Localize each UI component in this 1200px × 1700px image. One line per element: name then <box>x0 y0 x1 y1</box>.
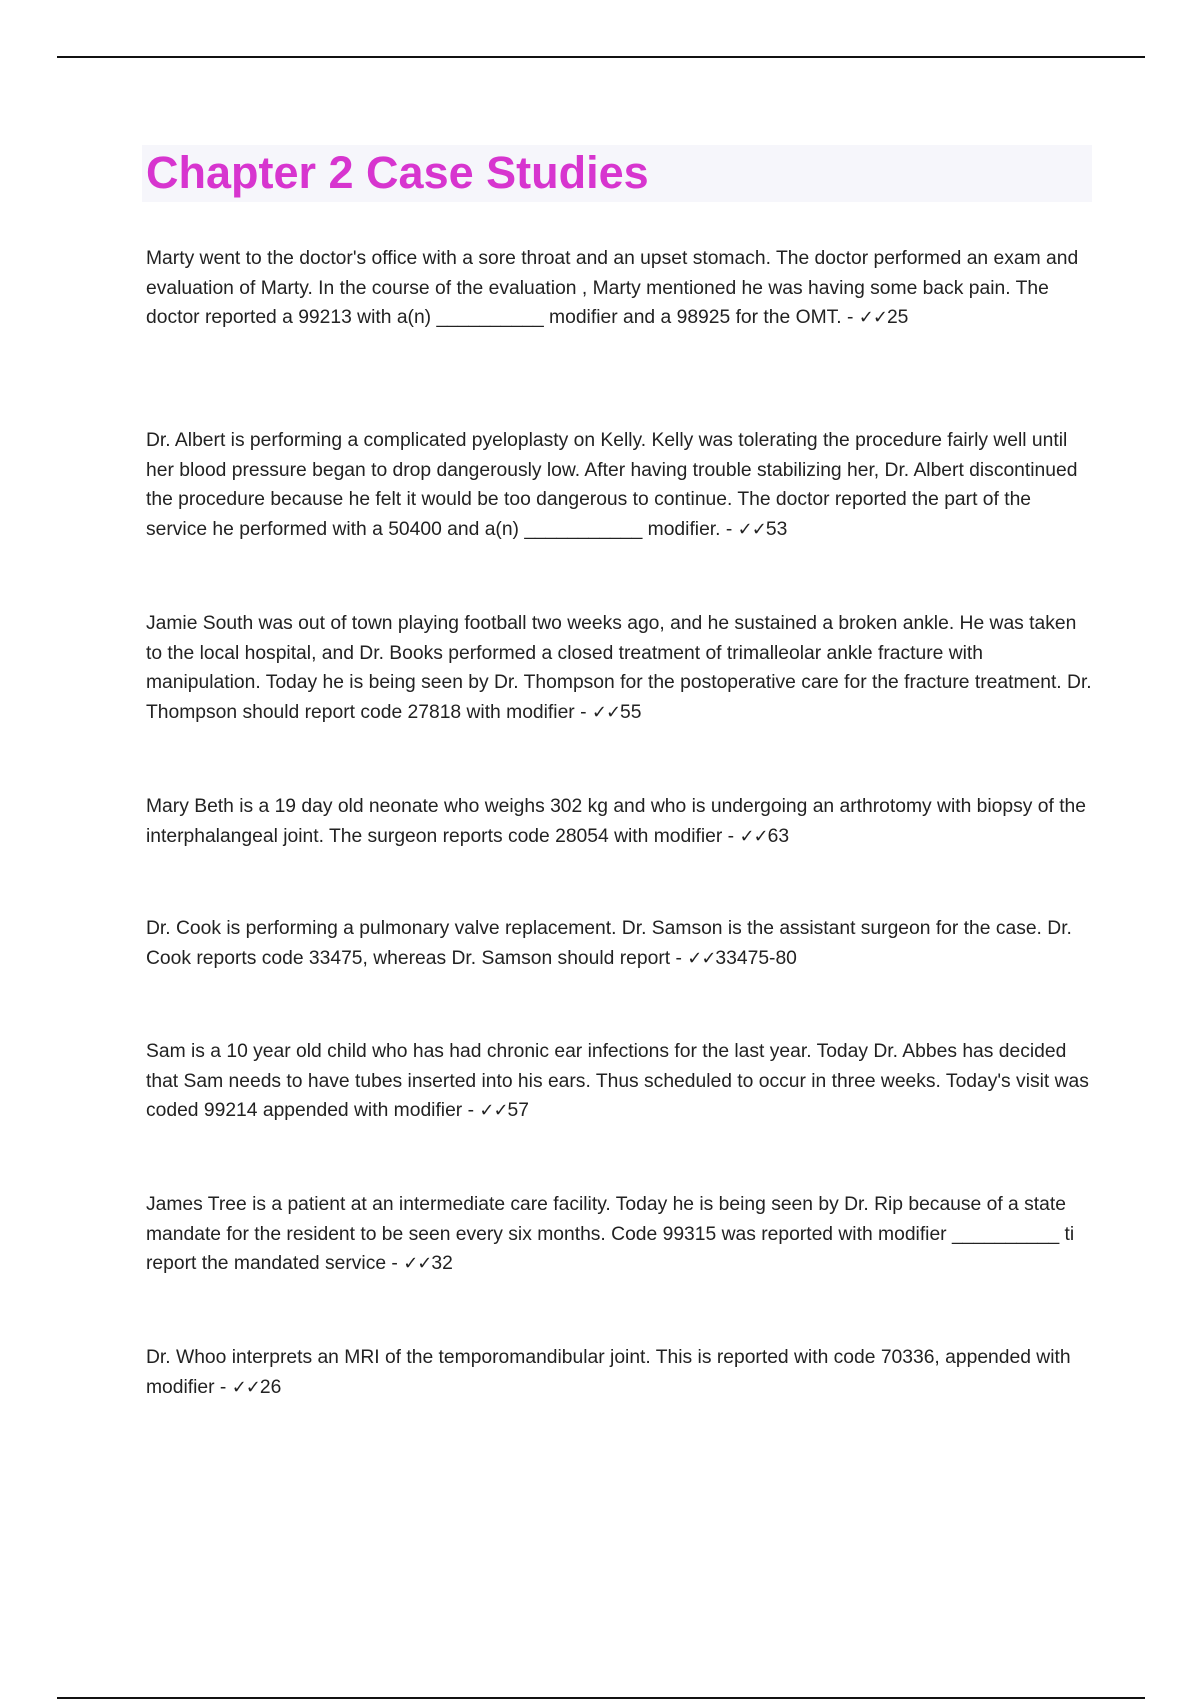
question-text: Sam is a 10 year old child who has had chronic ear infections for the last year. Today Dr. Abbes has decided that Sam needs to have tubes inserted into his ears. Thus scheduled to occur in three weeks. Today's visit was coded 99214 appended with modifier <box>146 1041 1089 1121</box>
answer-separator: - <box>214 1376 232 1398</box>
check-marks-icon: ✓✓ <box>858 307 887 328</box>
question-text: Marty went to the doctor's office with a sore throat and an upset stomach. The doctor performed an exam and evaluation of Marty. In the course of the evaluation , Marty mentioned he was having some back pain. The doctor reported a 99213 with a(n) __________ modifier and a 98925 for the OMT. <box>146 248 1079 328</box>
case-study-item <box>146 1343 1096 1402</box>
header-rule <box>57 56 1145 58</box>
case-study-item <box>146 792 1096 851</box>
answer-separator: - <box>574 701 592 723</box>
answer-text: 57 <box>507 1100 529 1121</box>
page-title: Chapter 2 Case Studies <box>146 147 649 198</box>
answer-text: 32 <box>431 1253 453 1274</box>
answer-text: 63 <box>767 825 790 847</box>
check-marks-icon: ✓✓ <box>687 947 716 969</box>
check-marks-icon: ✓✓ <box>591 701 621 723</box>
answer-text: 53 <box>765 518 788 540</box>
check-marks-icon: ✓✓ <box>737 518 766 540</box>
case-study-item <box>146 244 1096 333</box>
case-study-item <box>146 914 1096 973</box>
check-marks-icon: ✓✓ <box>403 1253 432 1274</box>
answer-separator: - <box>722 825 740 847</box>
answer-separator: - <box>670 947 688 969</box>
check-marks-icon: ✓✓ <box>479 1100 508 1121</box>
question-text: Jamie South was out of town playing football two weeks ago, and he sustained a broken ankle. He was taken to the local hospital, and Dr. Books performed a closed treatment of trimalleolar ankle fracture with manipulation. Today he is being seen by Dr. Thompson for the postoperative care for the fracture treatment. Dr. Thompson should report code 27818 with modifier <box>146 613 1092 723</box>
answer-separator: - <box>841 307 859 328</box>
question-text: Dr. Whoo interprets an MRI of the temporomandibular joint. This is reported with code 70336, appended with modifier <box>146 1347 1071 1398</box>
answer-separator: - <box>386 1253 404 1274</box>
question-text: Dr. Cook is performing a pulmonary valve replacement. Dr. Samson is the assistant surgeon for the case. Dr. Cook reports code 33475, whereas Dr. Samson should report <box>146 918 1072 969</box>
footer-rule <box>57 1697 1145 1699</box>
answer-separator: - <box>462 1100 480 1121</box>
answer-separator: - <box>720 518 738 540</box>
question-text: James Tree is a patient at an intermediate care facility. Today he is being seen by Dr. Rip because of a state mandate for the resident to be seen every six months. Code 99315 was reported with modifier __________ ti report the mandated service <box>146 1194 1075 1274</box>
case-study-item <box>146 1037 1096 1126</box>
answer-text: 26 <box>259 1376 282 1398</box>
case-study-item <box>146 609 1096 727</box>
case-study-item <box>146 426 1096 544</box>
answer-text: 55 <box>620 701 642 723</box>
question-text: Dr. Albert is performing a complicated pyeloplasty on Kelly. Kelly was tolerating the procedure fairly well until her blood pressure began to drop dangerously low. After having trouble stabilizing her, Dr. Albert discontinued the procedure because he felt it would be too dangerous to continue. The doctor reported the part of the service he performed with a 50400 and a(n) ___________ modifier. <box>146 430 1078 540</box>
check-marks-icon: ✓✓ <box>739 825 768 847</box>
check-marks-icon: ✓✓ <box>231 1376 260 1398</box>
question-text: Mary Beth is a 19 day old neonate who weighs 302 kg and who is undergoing an arthrotomy with biopsy of the interphalangeal joint. The surgeon reports code 28054 with modifier <box>146 796 1086 847</box>
answer-text: 33475-80 <box>715 947 797 969</box>
answer-text: 25 <box>886 307 909 328</box>
case-study-item <box>146 1190 1096 1279</box>
